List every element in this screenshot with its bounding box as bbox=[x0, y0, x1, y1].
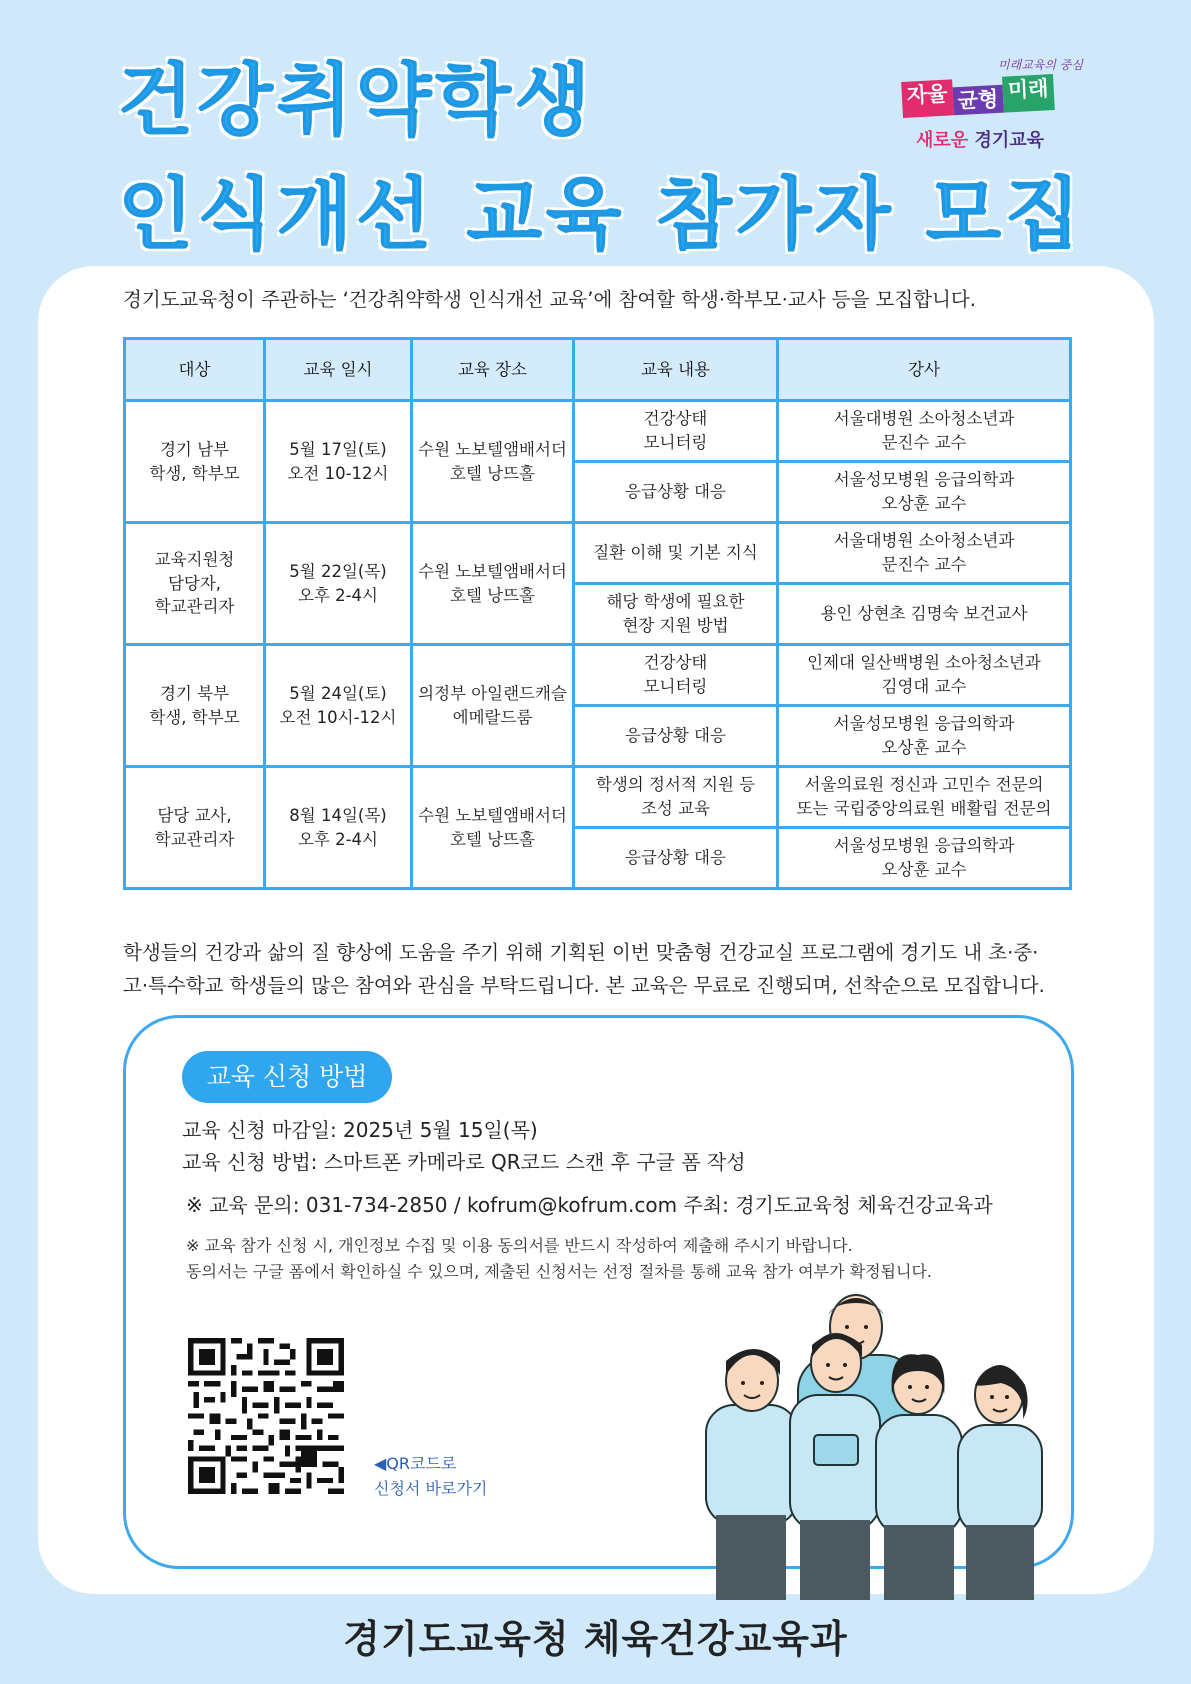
logo-tagline: 미래교육의 중심 bbox=[998, 58, 1083, 72]
table-header-row bbox=[125, 339, 1071, 401]
table-row bbox=[125, 523, 1071, 584]
cell-place: 수원 노보텔앰배서더 호텔 낭뜨홀 bbox=[412, 523, 574, 645]
header-target: 대상 bbox=[125, 339, 265, 401]
intro-text: 경기도교육청이 주관하는 ‘건강취약학생 인식개선 교육’에 참여할 학생·학부모·교사 등을 모집합니다. bbox=[123, 288, 976, 311]
cell-content: 응급상황 대응 bbox=[574, 462, 778, 523]
page-title-line1: 건강취약학생 bbox=[118, 56, 595, 146]
header-content: 교육 내용 bbox=[574, 339, 778, 401]
cell-content: 건강상태 모니터링 bbox=[574, 401, 778, 462]
table-row bbox=[125, 401, 1071, 462]
qr-caption: ◀QR코드로 신청서 바로가기 bbox=[374, 1454, 488, 1498]
student-figure-1 bbox=[706, 1349, 798, 1600]
cell-lecturer: 서울대병원 소아청소년과 문진수 교수 bbox=[778, 523, 1071, 584]
schedule-table bbox=[123, 337, 1072, 890]
closing-text: 학생들의 건강과 삶의 질 향상에 도움을 주기 위해 기획된 이번 맞춤형 건강교실 프로그램에 경기도 내 초·중· 고·특수학교 학생들의 많은 참여와 관심을 부탁드립니다. 본 교육은 무료로 진행되며, 선착순으로 모집합니다. bbox=[123, 941, 1045, 998]
students-teacher-illustration bbox=[686, 1285, 1106, 1600]
cell-place: 의정부 아일랜드캐슬 에메랄드룸 bbox=[412, 645, 574, 767]
footer-organization: 경기도교육청 체육건강교육과 bbox=[343, 1617, 848, 1661]
logo-brand-name: 경기교육 bbox=[974, 130, 1045, 151]
logo-brand bbox=[916, 126, 1044, 152]
cell-datetime: 5월 24일(토) 오전 10시-12시 bbox=[265, 645, 412, 767]
header-place: 교육 장소 bbox=[412, 339, 574, 401]
cell-content: 학생의 정서적 지원 등 조성 교육 bbox=[574, 767, 778, 828]
header-lecturer: 강사 bbox=[778, 339, 1071, 401]
qr-code[interactable] bbox=[188, 1338, 344, 1494]
cell-place: 수원 노보텔앰배서더 호텔 낭뜨홀 bbox=[412, 401, 574, 523]
cell-target: 교육지원청 담당자, 학교관리자 bbox=[125, 523, 265, 645]
cell-place: 수원 노보텔앰배서더 호텔 낭뜨홀 bbox=[412, 767, 574, 889]
page-title-line2: 인식개선 교육 참가자 모집 bbox=[118, 170, 1085, 260]
table-row bbox=[125, 767, 1071, 828]
contact-info: ※ 교육 문의: 031-734-2850 / kofrum@kofrum.com 주최: 경기도교육청 체육건강교육과 bbox=[186, 1193, 993, 1217]
cell-target: 담당 교사, 학교관리자 bbox=[125, 767, 265, 889]
cell-lecturer: 인제대 일산백병원 소아청소년과 김영대 교수 bbox=[778, 645, 1071, 706]
privacy-notice: ※ 교육 참가 신청 시, 개인정보 수집 및 이용 동의서를 반드시 작성하여 제출해 주시기 바랍니다. 동의서는 구글 폼에서 확인하실 수 있으며, 제출된 신청서는 선정 절차를 통해 교육 참가 여부가 확정됩니다. bbox=[186, 1236, 932, 1281]
cell-content: 건강상태 모니터링 bbox=[574, 645, 778, 706]
logo-word-future: 미래 bbox=[1002, 74, 1054, 113]
gyeonggi-education-logo bbox=[898, 56, 1083, 152]
header-datetime: 교육 일시 bbox=[265, 339, 412, 401]
logo-word-autonomy: 자율 bbox=[901, 79, 953, 118]
cell-lecturer: 용인 상현초 김명숙 보건교사 bbox=[778, 584, 1071, 645]
cell-lecturer: 서울성모병원 응급의학과 오상훈 교수 bbox=[778, 706, 1071, 767]
logo-brand-new: 새로운 bbox=[916, 130, 969, 151]
application-deadline: 교육 신청 마감일: 2025년 5월 15일(목) bbox=[182, 1118, 538, 1142]
application-method: 교육 신청 방법: 스마트폰 카메라로 QR코드 스캔 후 구글 폼 작성 bbox=[182, 1150, 746, 1174]
cell-datetime: 5월 22일(목) 오후 2-4시 bbox=[265, 523, 412, 645]
cell-datetime: 8월 14일(목) 오후 2-4시 bbox=[265, 767, 412, 889]
cell-content: 질환 이해 및 기본 지식 bbox=[574, 523, 778, 584]
cell-lecturer: 서울성모병원 응급의학과 오상훈 교수 bbox=[778, 462, 1071, 523]
cell-content: 응급상황 대응 bbox=[574, 828, 778, 889]
cell-target: 경기 남부 학생, 학부모 bbox=[125, 401, 265, 523]
logo-wordmark bbox=[901, 74, 1054, 118]
cell-lecturer: 서울의료원 정신과 고민수 전문의 또는 국립중앙의료원 배활립 전문의 bbox=[778, 767, 1071, 828]
cell-content: 응급상황 대응 bbox=[574, 706, 778, 767]
cell-lecturer: 서울대병원 소아청소년과 문진수 교수 bbox=[778, 401, 1071, 462]
logo-word-balance: 균형 bbox=[952, 85, 1004, 116]
cell-content: 해당 학생에 필요한 현장 지원 방법 bbox=[574, 584, 778, 645]
cell-target: 경기 북부 학생, 학부모 bbox=[125, 645, 265, 767]
cell-datetime: 5월 17일(토) 오전 10-12시 bbox=[265, 401, 412, 523]
table-row bbox=[125, 645, 1071, 706]
student-figure-4 bbox=[958, 1365, 1042, 1600]
application-heading: 교육 신청 방법 bbox=[182, 1051, 392, 1103]
cell-lecturer: 서울성모병원 응급의학과 오상훈 교수 bbox=[778, 828, 1071, 889]
